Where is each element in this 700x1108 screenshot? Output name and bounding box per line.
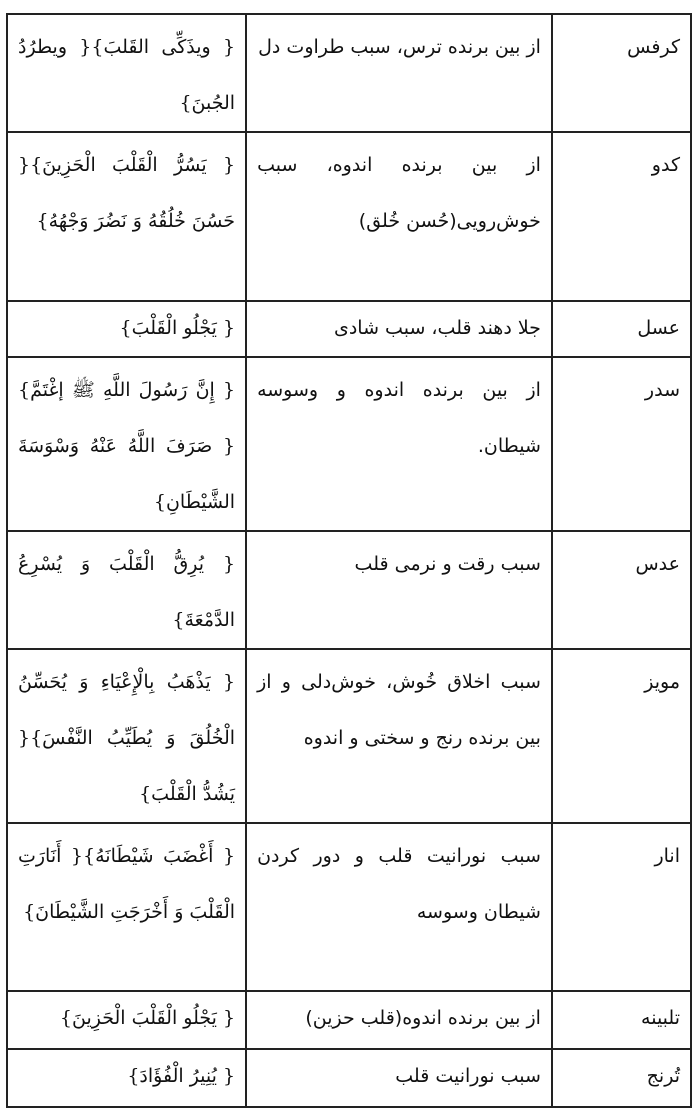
table-row (7, 1049, 691, 1107)
food-name: کرفس (552, 14, 691, 132)
table-row (7, 132, 691, 301)
effect-description: از بین برنده اندوه و وسوسه شیطان. (246, 357, 552, 531)
effect-description: از بین برنده اندوه، سبب خوش‌رویی(حُسن خُلق) (246, 132, 552, 301)
effect-description: جلا دهند قلب، سبب شادی (246, 301, 552, 357)
hadith-quote: { يُنِيرُ الْفُؤَادَ} (7, 1049, 246, 1107)
table-row (7, 357, 691, 531)
table-row (7, 14, 691, 132)
effect-description: سبب نورانیت قلب و دور کردن شیطان وسوسه (246, 823, 552, 991)
effect-description: از بین برنده اندوه(قلب حزین) (246, 991, 552, 1049)
table-row (7, 649, 691, 823)
food-name: تلبینه (552, 991, 691, 1049)
food-name: سدر (552, 357, 691, 531)
hadith-quote: { أَغْضَبَ شَيْطَانَهُ}{ أَنَارَتِ الْقَلْبَ وَ أَخْرَجَتِ الشَّيْطَانَ} (7, 823, 246, 991)
food-name: عدس (552, 531, 691, 649)
effect-description: سبب رقت و نرمی قلب (246, 531, 552, 649)
table-row (7, 991, 691, 1049)
table-row (7, 823, 691, 991)
food-name: کدو (552, 132, 691, 301)
hadith-quote: { يَجْلُو الْقَلْبَ الْحَزِينَ} (7, 991, 246, 1049)
hadith-quote: { ویذَكِّی القَلبَ}{ ویطرُدُ الجُبنَ} (7, 14, 246, 132)
table-row (7, 301, 691, 357)
remedies-table (6, 13, 692, 1108)
table-row (7, 531, 691, 649)
hadith-quote: { إِنَّ رَسُولَ اللَّهِ ﷺ إغْتَمَّ}{ صَرَفَ اللَّهُ عَنْهُ وَسْوَسَةَ الشَّيْطَانِ} (7, 357, 246, 531)
food-name: مویز (552, 649, 691, 823)
hadith-quote: { يَجْلُو الْقَلْبَ} (7, 301, 246, 357)
hadith-quote: { يَسُرُّ الْقَلْبَ الْحَزِينَ}{ حَسُنَ خُلُقُهُ وَ نَضُرَ وَجْهُهُ} (7, 132, 246, 301)
food-name: عسل (552, 301, 691, 357)
effect-description: سبب اخلاق خُوش، خوش‌دلی و از بین برنده رنج و سختی و اندوه (246, 649, 552, 823)
food-name: تُرنج (552, 1049, 691, 1107)
effect-description: سبب نورانیت قلب (246, 1049, 552, 1107)
effect-description: از بین برنده ترس، سبب طراوت دل (246, 14, 552, 132)
food-name: انار (552, 823, 691, 991)
hadith-quote: { يَذْهَبُ بِالْإِعْيَاءِ وَ يُحَسِّنُ الْخُلُقَ وَ يُطَيِّبُ النَّفْسَ}{ يَشُدُّ الْقَلْبَ} (7, 649, 246, 823)
hadith-quote: { يُرِقُّ الْقَلْبَ وَ يُسْرِعُ الدَّمْعَةَ} (7, 531, 246, 649)
